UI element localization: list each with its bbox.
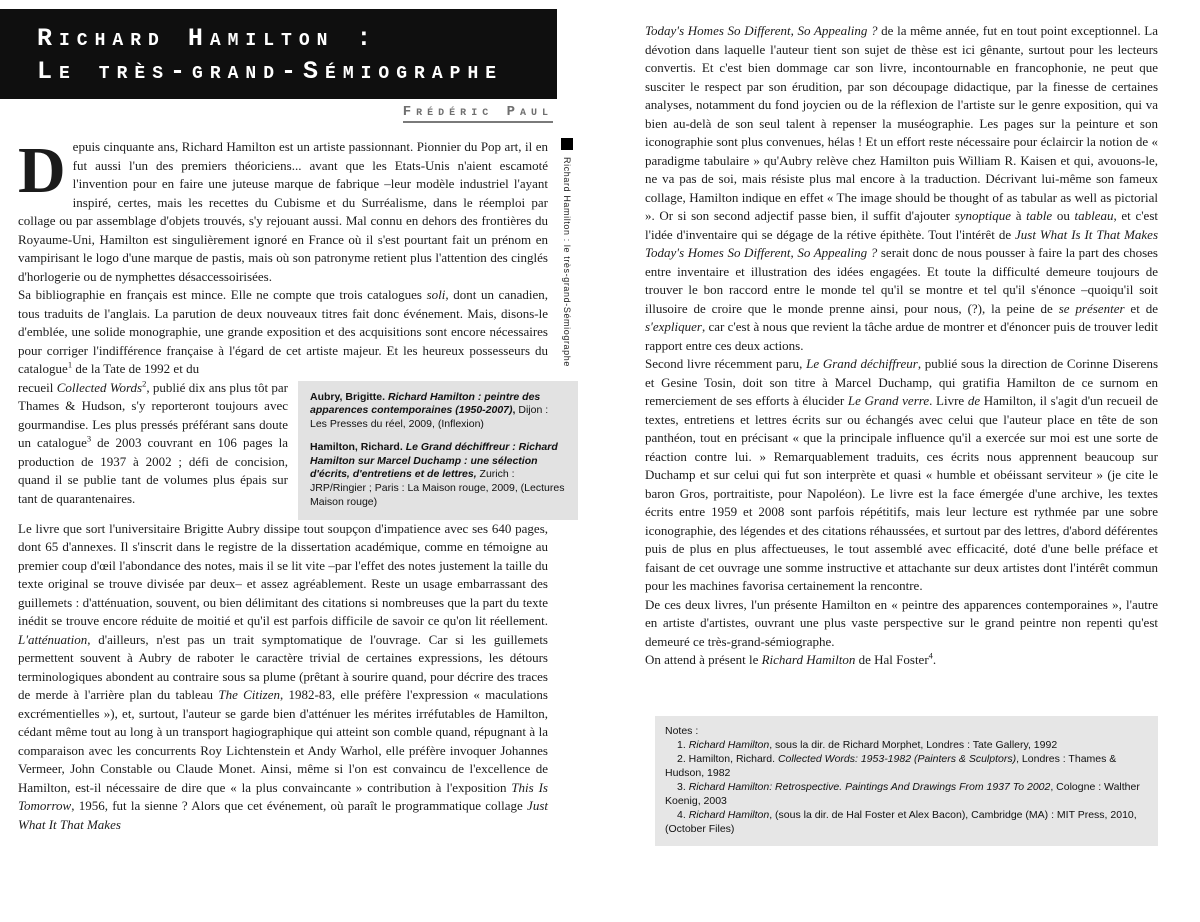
notes-box — [655, 716, 1158, 846]
notes-title: Notes : — [665, 724, 699, 737]
note-item-1: 1. Richard Hamilton, sous la dir. de Richard Morphet, Londres : Tate Gallery, 1992 — [677, 738, 1058, 751]
bibliography-entry: Aubry, Brigitte. Richard Hamilton : peintre des apparences contemporaines (1950-2007), Dijon : Les Presses du réel, 2009, (Inflexion) — [310, 390, 549, 431]
bibliography-entry: Hamilton, Richard. Le Grand déchiffreur : Richard Hamilton sur Marcel Duchamp : une sélection d'écrits, d'entretiens et de lettres, Zurich : JRP/Ringier ; Paris : La Maison rouge, 2009, (Lectures Maison rouge) — [310, 440, 565, 509]
body-paragraph-5: Second livre récemment paru, Le Grand déchiffreur, publié sous la direction de Corinne Diserens et Gesine Tosin, doit son titre à Marcel Duchamp, qui gratifia Hamilton de ce surnom en remerciement de ses efforts à élucider Le Grand verre. Livre de Hamilton, il s'agit d'un recueil de textes, entretiens et lettres écrits sur ou échangés avec celui que l'auteur place en tête de son panthéon, tout en précisant « que la principale influence qu'il a exercée sur moi est une sorte de réaction contre lui. » Remarquablement traduits, ces écrits nous apprennent beaucoup sur Duchamp et sur celui qui fut son interprète et quasi « humble et obéissant serviteur » (je cite le baron Gros, portraitiste, pour Napoléon). Le livre est la face émergée d'une archive, les textes écrits entre 1959 et 2008 sont parfois répétitifs, mais leur lecture est rythmée par une sobre iconographie, des légendes et des citations réhaussées, et surtout par des lettres, d'abord déférentes puis de plus en plus affectueuses, le tout assemblé avec efficacité, doté d'une belle préface et faisant de cet ouvrage une somme instructive et attachante sur deux artistes dont l'intérêt commun pour les machines favorisa certainement la rencontre. — [645, 356, 1159, 593]
paragraph-text: epuis cinquante ans, Richard Hamilton est un artiste passionnant. Pionnier du Pop art, il en fut aussi l'un des premiers théoriciens... avant que les Etats-Unis n'aient escamoté l'invention pour en faire une juteuse marque de fabrique –leur modèle industriel l'ayant inspiré, certes, mais les recettes du Cubisme et du Surréalisme, dans le réemploi par collage ou par assemblage d'objets trouvés, s'y rejouant aussi. Mal connu en dehors des frontières du Royaume-Uni, Hamilton est singulièrement ignoré en France où il s'est pourtant fait un prénom en vampirisant le logo d'une marque de pastis, mais où son patronyme retient plus l'attention des cinglés d'horlogerie ou de nymphettes désaccessoirisées. — [18, 139, 548, 284]
section-marker-square-icon — [561, 138, 573, 150]
article-title-banner — [0, 9, 557, 99]
body-paragraph-3: Le livre que sort l'universitaire Brigitte Aubry dissipe tout soupçon d'impatience avec ses 640 pages, dont 65 d'annexes. Il s'inscrit dans le registre de la dissertation académique, comme en témoigne au premier coup d'œil l'abondance des notes, mais il se lit vite –par l'effet des notes justement la taille du texte original se trouve divisée par deux– et assez agréablement. Reste un usage embarrassant des guillemets : d'atténuation, souvent, ou bien délimitant des citations si nombreuses que la part du texte inédit se trouve encore réduite de moitié et qu'il est parfois difficile de savoir ce qu'on lit réellement. L'atténuation, d'ailleurs, n'est pas un trait symptomatique de l'ouvrage. Car si les guillemets permettent souvent à Aubry de raboter le caractère trivial de certaines expressions, les détours terminologiques abondent au contraire sous sa plume (prêtant à sourire quand, pour décrire des traces de merde à l'arrière plan du tableau The Citizen, 1982-83, elle préfère l'expression « maculations excrémentielles »), et, surtout, l'auteur se garde bien d'atténuer les mérites irréfutables de Hamilton, cédant même tout au long à un transport hagiographique qui atteint son comble quand, répugnant à la comparaison avec les concurrents Roy Lichtenstein et Andy Warhol, elle préfère invoquer Johannes Vermeer, John Constable ou Claude Monet. Ainsi, même si l'on est convaincu de l'excellence de Hamilton, est-il nécessaire de dire que « la plus convaincante » contribution à l'exposition This Is Tomorrow, 1956, fut la sienne ? Alors que cet événement, où paraît le programmatique collage Just What It That Makes — [18, 520, 548, 832]
left-page — [0, 0, 596, 834]
bibliography-box — [298, 381, 578, 520]
article-title-line-1: Richard Hamilton : — [37, 24, 379, 53]
note-item-4: 4. Richard Hamilton, (sous la dir. de Hal Foster et Alex Bacon), Cambridge (MA) : MIT Press, 2010, (October Files) — [665, 808, 1137, 835]
body-paragraph-2b: recueil Collected Words$^2$, publié dix ans plus tôt par Thames & Hudson, s'y reporteront toujours avec gourmandise. Les plus pressés préférant sans doute un catalogue$^3$ de 2003 couvrant en 106 pages la production de 1937 à 2002 ; défi de concision, quand il se publie tant de volumes plus épais sur tant de quarantenaires. — [18, 378, 288, 506]
note-item-2: 2. Hamilton, Richard. Collected Words: 1953-1982 (Painters & Sculptors), Londres : Thames & Hudson, 1982 — [665, 752, 1117, 779]
body-paragraph-2a: Sa bibliographie en français est mince. Elle ne compte que trois catalogues soli, dont un canadien, tous traduits de l'anglais. La parution de deux nouveaux titres fait donc événement. Mais, disons-le d'emblée, une solide monographie, une grande exposition et des acquisitions sont encore nécessaires pour corriger l'indifférence française à l'égard de cet artiste majeur. Et les heureux possesseurs du catalogue$^1$ de la Tate de 1992 et du — [18, 287, 548, 376]
body-paragraph-7: On attend à présent le Richard Hamilton de Hal Foster$^4$. — [645, 650, 937, 667]
text-and-bibliography-row — [18, 378, 565, 520]
left-body-column — [18, 134, 565, 834]
note-item-3: 3. Richard Hamilton: Retrospective. Paintings And Drawings From 1937 To 2002, Cologne : Walther Koenig, 2003 — [665, 780, 1140, 807]
body-paragraph-1 — [18, 134, 548, 286]
body-paragraph-4: Today's Homes So Different, So Appealing ? de la même année, fut en tout point exceptionnel. La dévotion dans laquelle l'auteur tient son sujet de thèse est ici gênante, surtout pour les lecteurs convertis. Et c'est bien dommage car son livre, incontournable en francophonie, ne peut que susciter le respect par son érudition, par son découpage didactique, par la finesse de certaines analyses, notamment du fond joycien ou de la réflexion de l'artiste sur le genre exposition, qui va bien au-delà de son seul talent à repenser la muséographie. Les pages sur la peinture et son iconographie sont plus convenues, hélas ! Et un effort reste nécessaire pour éclaircir la notion de « paradigme tabulaire » qu'Aubry relève chez Hamilton puis William R. Kaisen et qui, avouons-le, ne va pas de soi, mais résiste plus mal encore à la traduction. Décrivant lui-même son fameux collage, Hamilton indique en effet « The image should be thought of as tabular as well as pictorial ». Or si son second adjectif passe bien, il suffit d'ajouter synoptique à table ou tableau, et c'est l'idée d'inventaire qui se dégage de la rétive épithète. Tout l'intérêt de Just What Is It That Makes Today's Homes So Different, So Appealing ? serait donc de nous pousser à faire la part des choses entre inventaire et illustration des idées engagées. Et toute la difficulté demeure toujours de trouver le bon raccord entre le monde tel qu'il se montre et tel qu'il s'énonce –quoiqu'il soit illusoire de croire que le monde prenne ainsi, pour nous, (?), la peine de se présenter et de s'expliquer, car c'est à nous que revient la tâche ardue de montrer et d'énoncer puis de trouver ledit rapport entre ces deux actions. — [645, 23, 1158, 353]
article-title-line-2: Le très-grand-Sémiographe — [37, 57, 504, 86]
body-paragraph-6: De ces deux livres, l'un présente Hamilton en « peintre des apparences contemporaines », l'autre en artiste d'artistes, ouvrant une plus vaste perspective sur le grand peintre non repenti qu'est demeuré ce très-grand-sémiographe. — [645, 596, 1158, 649]
drop-cap: D — [18, 134, 66, 207]
running-title: Richard Hamilton : le très-grand-Sémiographe — [562, 157, 572, 367]
author-row — [0, 102, 557, 123]
author-name: Frédéric Paul — [403, 104, 553, 123]
running-title-strip — [557, 138, 577, 367]
right-page — [645, 22, 1158, 846]
